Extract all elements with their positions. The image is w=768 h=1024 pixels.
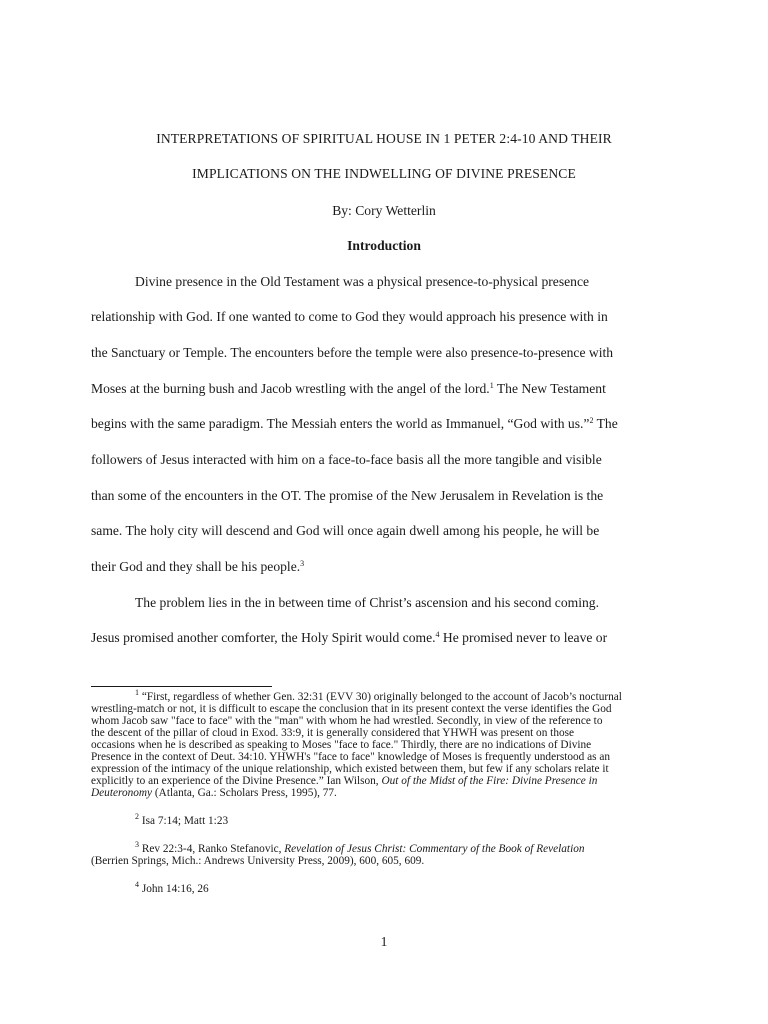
footnote-1 [135, 688, 622, 703]
body-text: Divine presence in the Old Testament was a physical presence-to-physical presence [135, 274, 590, 289]
book-title: Deuteronomy [91, 787, 153, 799]
footnote-1-line [91, 775, 597, 787]
body-line [91, 452, 681, 468]
body-text: same. The holy city will descend and God will once again dwell among his people, he will be [91, 523, 600, 538]
body-text: their God and they shall be his people. [91, 559, 301, 574]
footnote-1-line: Presence in the context of Deut. 34:10. YHWH's "face to face" knowledge of Moses is frequently understood as an [91, 751, 611, 763]
footnote-ref-2[interactable]: 2 [589, 416, 594, 425]
page-number: 1 [380, 934, 388, 949]
footnote-text: (Atlanta, Ga.: Scholars Press, 1995), 77. [152, 787, 337, 799]
body-text: Moses at the burning bush and Jacob wrestling with the angel of the lord. [91, 381, 490, 396]
footnote-text: John 14:16, 26 [139, 883, 209, 895]
book-title: Revelation of Jesus Christ: Commentary of the Book of Revelation [284, 843, 585, 855]
body-text: Jesus promised another comforter, the Holy Spirit would come. [91, 630, 436, 645]
body-line [91, 416, 681, 432]
body-line [91, 559, 681, 575]
footnote-text: Rev 22:3-4, Ranko Stefanovic, [139, 843, 285, 855]
body-line [91, 381, 681, 397]
footnote-number: 2 [135, 812, 139, 821]
body-text: The New Testament [493, 381, 606, 396]
footnote-ref-1[interactable]: 1 [489, 381, 494, 390]
footnote-separator [91, 686, 272, 687]
footnote-text: “First, regardless of whether Gen. 32:31 (EVV 30) originally belonged to the account of Jacob’s nocturnal [139, 691, 622, 703]
footnote-number: 3 [135, 840, 139, 849]
footnote-1-line: whom Jacob saw "face to face" with the "man" with whom he had wrestled. Secondly, in view of the reference to [91, 715, 603, 727]
footnote-1-line: occasions when he is described as speaking to Moses "face to face." Thirdly, there are no indications of Divine [91, 739, 592, 751]
body-text: begins with the same paradigm. The Messiah enters the world as Immanuel, “God with us.” [91, 416, 590, 431]
footnote-ref-3[interactable]: 3 [300, 559, 305, 568]
body-text: followers of Jesus interacted with him on a face-to-face basis all the more tangible and visible [91, 452, 602, 467]
body-line [91, 309, 681, 325]
body-text: The [593, 416, 618, 431]
footnote-ref-4[interactable]: 4 [435, 630, 440, 639]
footnote-2 [135, 812, 229, 827]
author-byline: By: Cory Wetterlin [332, 203, 436, 218]
footnote-text: explicitly to an experience of the Divine Presence.” Ian Wilson, [91, 775, 382, 787]
body-text: the Sanctuary or Temple. The encounters before the temple were also presence-to-presence with [91, 345, 614, 360]
footnote-1-line: expression of the intimacy of the unique relationship, which existed between them, but few if any scholars relate it [91, 763, 609, 775]
body-text: The problem lies in the in between time of Christ’s ascension and his second coming. [135, 595, 599, 610]
footnote-3 [135, 840, 585, 855]
footnote-text: Isa 7:14; Matt 1:23 [139, 815, 229, 827]
footnote-1-line: the descent of the pillar of cloud in Exod. 33:9, it is generally considered that YHWH was present on those [91, 727, 575, 739]
body-line [135, 274, 681, 290]
body-line [91, 488, 681, 504]
title-line-2: IMPLICATIONS ON THE INDWELLING OF DIVINE PRESENCE [192, 166, 576, 181]
footnote-number: 1 [135, 688, 139, 697]
book-title: Out of the Midst of the Fire: Divine Presence in [381, 775, 598, 787]
footnote-3-line: (Berrien Springs, Mich.: Andrews University Press, 2009), 600, 605, 609. [91, 855, 425, 867]
body-text: He promised never to leave or [439, 630, 608, 645]
footnote-1-line [91, 787, 337, 799]
footnote-1-line: wrestling-match or not, it is difficult to escape the conclusion that in its present context the verse identifies the God [91, 703, 612, 715]
body-line [91, 345, 681, 361]
body-text: than some of the encounters in the OT. The promise of the New Jerusalem in Revelation is the [91, 488, 604, 503]
body-line [91, 630, 681, 646]
footnote-4 [135, 880, 209, 895]
body-line [135, 595, 681, 611]
section-heading: Introduction [347, 238, 421, 253]
body-text: relationship with God. If one wanted to come to God they would approach his presence with in [91, 309, 608, 324]
body-line [91, 523, 681, 539]
title-line-1: INTERPRETATIONS OF SPIRITUAL HOUSE IN 1 PETER 2:4-10 AND THEIR [156, 131, 612, 146]
footnote-number: 4 [135, 880, 139, 889]
